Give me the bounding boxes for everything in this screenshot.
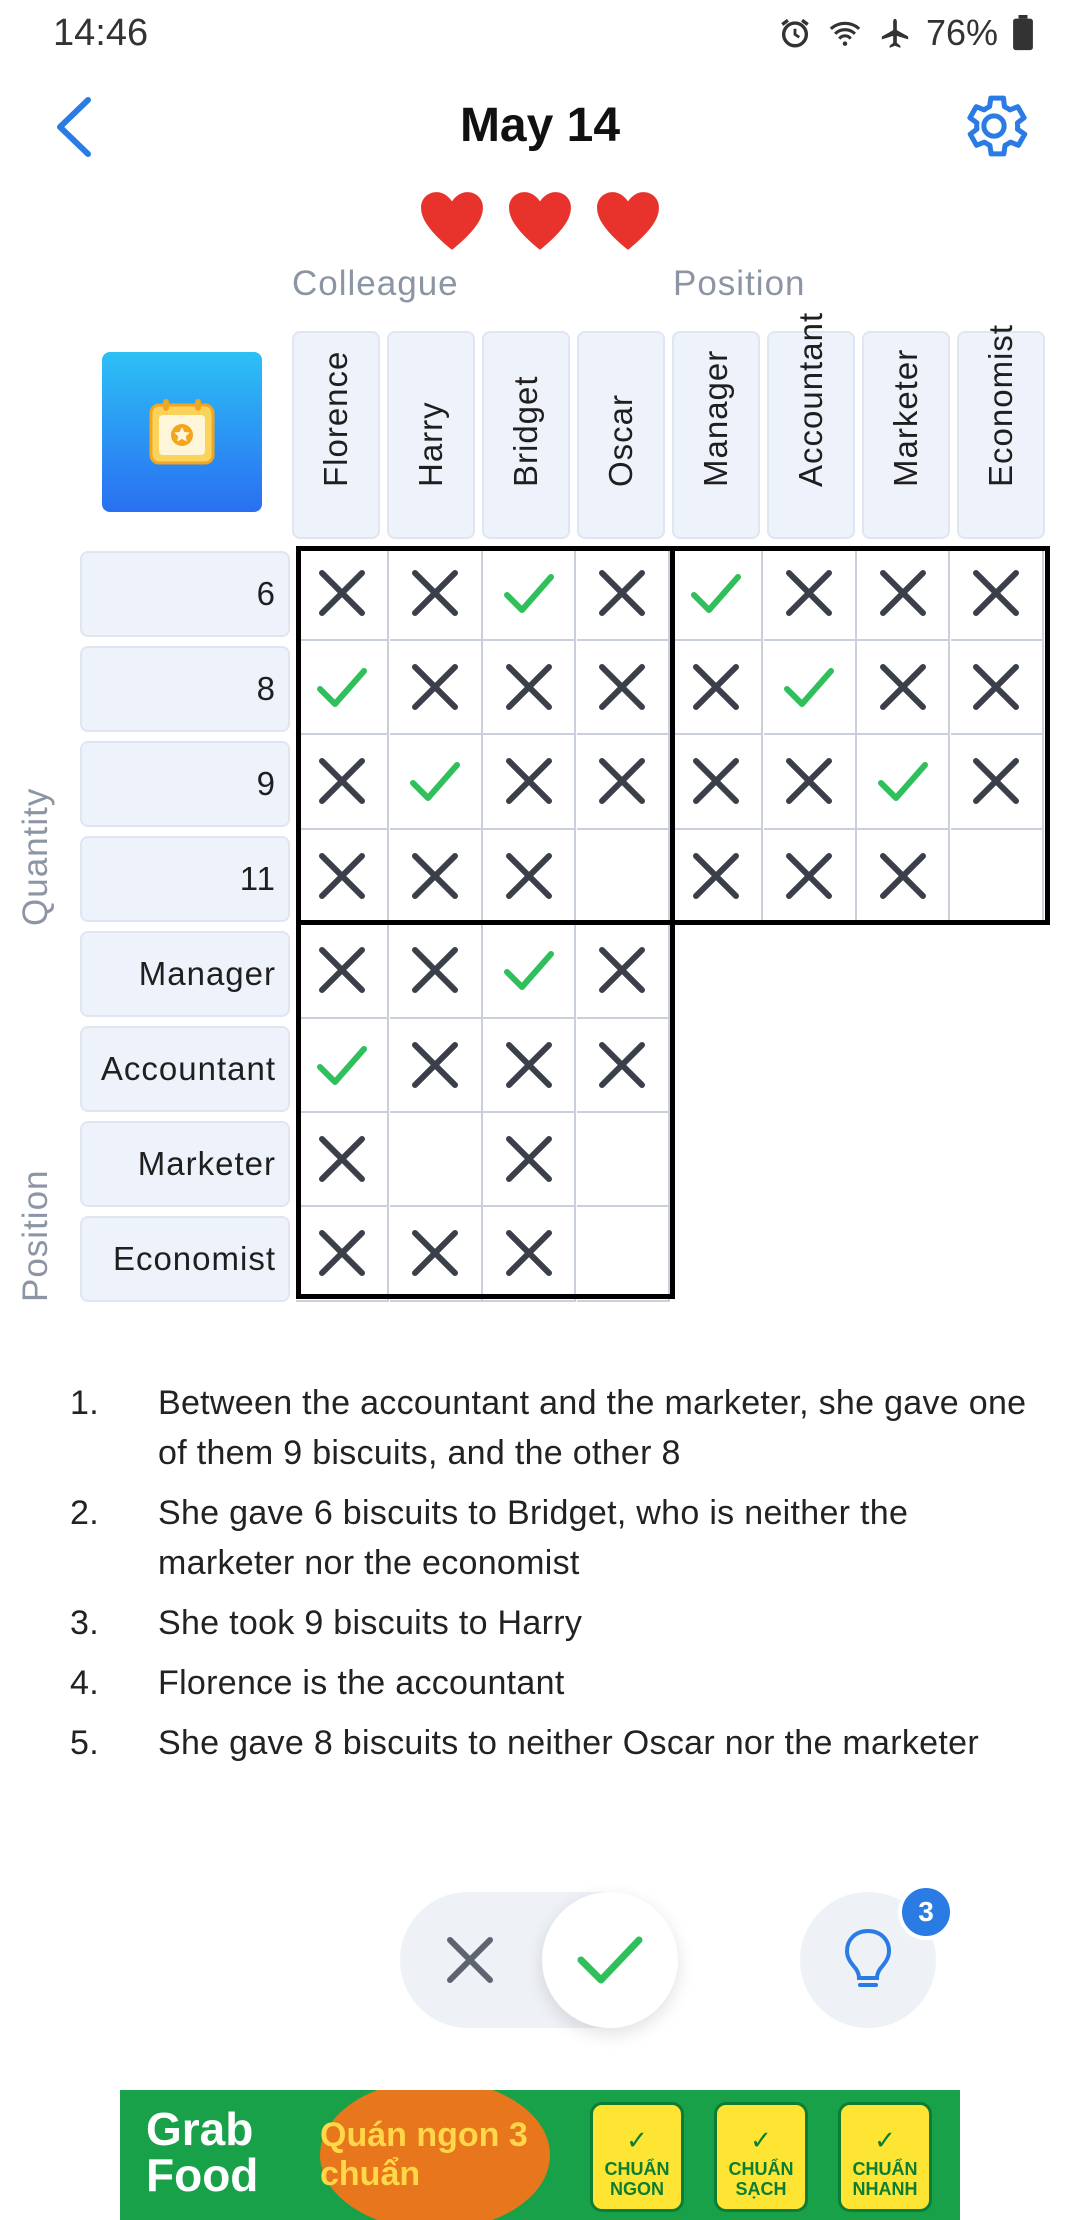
x-mark-icon [781, 753, 837, 809]
grid-cell[interactable] [577, 1112, 670, 1207]
grid-cell[interactable] [670, 829, 763, 924]
grid-cell[interactable] [296, 640, 389, 735]
grid-cell[interactable] [483, 640, 576, 735]
x-mark-icon [781, 848, 837, 904]
column-header-manager: Manager [672, 331, 760, 539]
lives-hearts [0, 190, 1080, 252]
grid-cell[interactable] [670, 735, 763, 830]
x-mark-icon [314, 1225, 370, 1281]
check-icon: ✓ [874, 2125, 896, 2155]
heart-icon [595, 190, 661, 252]
x-mark-icon [314, 753, 370, 809]
clue-item: 4. Florence is the accountant [70, 1664, 565, 1702]
x-mark-icon [875, 565, 931, 621]
x-mark-icon [501, 753, 557, 809]
x-mark-icon [968, 565, 1024, 621]
x-mark-icon [594, 659, 650, 715]
puzzle-calendar-tile [102, 352, 262, 512]
clue-item: 5. She gave 8 biscuits to neither Oscar nor the marketer [70, 1724, 979, 1762]
grid-cell[interactable] [764, 546, 857, 641]
grid-cell[interactable] [296, 735, 389, 830]
grid-cell[interactable] [483, 1112, 576, 1207]
grid-cell[interactable] [577, 924, 670, 1019]
grid-cell[interactable] [390, 546, 483, 641]
check-icon: ✓ [626, 2125, 648, 2155]
wifi-icon [826, 16, 864, 50]
grid-cell[interactable] [296, 1018, 389, 1113]
column-header-accountant: Accountant [767, 331, 855, 539]
row-header-6: 6 [80, 551, 290, 637]
column-header-marketer: Marketer [862, 331, 950, 539]
grid-cell[interactable] [296, 1112, 389, 1207]
grid-cell[interactable] [296, 829, 389, 924]
x-mark-icon [594, 1037, 650, 1093]
clue-item: 1. Between the accountant and the marketer, she gave one of them 9 biscuits, and the other 8 [70, 1384, 1027, 1472]
x-mark-icon [314, 848, 370, 904]
grid-cell[interactable] [483, 1207, 576, 1302]
column-header-florence: Florence [292, 331, 380, 539]
x-mark-icon [314, 942, 370, 998]
settings-button[interactable] [956, 88, 1032, 164]
grid-cell[interactable] [764, 829, 857, 924]
ad-center-logo: Quán ngon 3 chuẩn [320, 2090, 550, 2220]
check-mark-icon [314, 1037, 370, 1093]
x-mark-icon [407, 1225, 463, 1281]
grid-cell[interactable] [390, 1112, 483, 1207]
x-mark-icon [501, 1225, 557, 1281]
row-header-marketer: Marketer [80, 1121, 290, 1207]
grid-cell[interactable] [483, 829, 576, 924]
x-mark-icon [501, 1131, 557, 1187]
gear-icon [956, 88, 1032, 164]
group-header-colleague: Colleague [292, 264, 459, 303]
grid-cell[interactable] [577, 546, 670, 641]
x-mark-icon [968, 659, 1024, 715]
lightbulb-icon [840, 1927, 896, 1993]
column-header-bridget: Bridget [482, 331, 570, 539]
row-header-accountant: Accountant [80, 1026, 290, 1112]
calendar-star-icon [147, 397, 217, 467]
row-header-9: 9 [80, 741, 290, 827]
grid-cell[interactable] [764, 640, 857, 735]
clue-item: 3. She took 9 biscuits to Harry [70, 1604, 583, 1642]
checkmark-icon [575, 1932, 645, 1988]
check-mark-icon [501, 942, 557, 998]
ad-badge: ✓ CHUẨN NGON [590, 2102, 684, 2212]
x-mark-icon [501, 848, 557, 904]
grid-cell[interactable] [483, 735, 576, 830]
check-mark-icon [781, 659, 837, 715]
grid-cell[interactable] [390, 924, 483, 1019]
column-header-economist: Economist [957, 331, 1045, 539]
grid-cell[interactable] [577, 735, 670, 830]
grid-cell[interactable] [483, 1018, 576, 1113]
grid-cell[interactable] [483, 546, 576, 641]
x-mark-icon [314, 1131, 370, 1187]
grid-cell[interactable] [577, 1207, 670, 1302]
heart-icon [419, 190, 485, 252]
grid-cell[interactable] [857, 640, 950, 735]
side-label-quantity: Quantity [16, 787, 55, 926]
x-mark-icon [688, 753, 744, 809]
side-label-position: Position [16, 1169, 55, 1302]
row-header-economist: Economist [80, 1216, 290, 1302]
grid-cell[interactable] [390, 640, 483, 735]
clue-list [70, 1378, 1030, 1778]
x-mark-icon [781, 565, 837, 621]
x-mark-icon [688, 659, 744, 715]
x-mark-icon [875, 848, 931, 904]
ad-banner[interactable] [120, 2090, 960, 2220]
x-mark-icon [594, 942, 650, 998]
x-mark-icon [594, 565, 650, 621]
x-mark-icon [314, 565, 370, 621]
grid-cell[interactable] [857, 735, 950, 830]
row-header-11: 11 [80, 836, 290, 922]
group-header-position: Position [673, 264, 806, 303]
status-time: 14:46 [53, 12, 149, 54]
grid-cell[interactable] [670, 640, 763, 735]
grid-cell[interactable] [764, 735, 857, 830]
grid-cell[interactable] [390, 829, 483, 924]
x-icon [444, 1934, 496, 1986]
page-title: May 14 [459, 99, 621, 152]
check-mark-icon [314, 659, 370, 715]
x-mark-icon [407, 1037, 463, 1093]
mark-x-mode-button[interactable] [420, 1918, 520, 2002]
x-mark-icon [968, 753, 1024, 809]
row-header-manager: Manager [80, 931, 290, 1017]
battery-icon [1012, 15, 1034, 51]
check-icon: ✓ [750, 2125, 772, 2155]
grid-cell[interactable] [951, 735, 1044, 830]
grid-cell[interactable] [857, 829, 950, 924]
status-icons [778, 12, 1034, 54]
grid-cell[interactable] [857, 546, 950, 641]
x-mark-icon [501, 1037, 557, 1093]
ad-badge: ✓ CHUẨN NHANH [838, 2102, 932, 2212]
grid-cell[interactable] [577, 829, 670, 924]
grid-cell[interactable] [951, 546, 1044, 641]
row-header-8: 8 [80, 646, 290, 732]
mark-check-mode-button[interactable] [542, 1892, 678, 2028]
x-mark-icon [407, 659, 463, 715]
column-header-oscar: Oscar [577, 331, 665, 539]
x-mark-icon [407, 942, 463, 998]
x-mark-icon [407, 848, 463, 904]
grid-cell[interactable] [577, 640, 670, 735]
grid-cell[interactable] [951, 640, 1044, 735]
x-mark-icon [501, 659, 557, 715]
x-mark-icon [688, 848, 744, 904]
check-mark-icon [501, 565, 557, 621]
grid-cell[interactable] [296, 546, 389, 641]
alarm-icon [778, 16, 812, 50]
check-mark-icon [407, 753, 463, 809]
grid-cell[interactable] [951, 829, 1044, 924]
x-mark-icon [594, 753, 650, 809]
grid-cell[interactable] [483, 924, 576, 1019]
grid-cell[interactable] [296, 1207, 389, 1302]
check-mark-icon [688, 565, 744, 621]
grid-cell[interactable] [670, 546, 763, 641]
battery-percent: 76% [925, 12, 998, 53]
airplane-icon [878, 16, 912, 50]
grid-cell[interactable] [296, 924, 389, 1019]
x-mark-icon [407, 565, 463, 621]
heart-icon [507, 190, 573, 252]
grid-cell[interactable] [390, 735, 483, 830]
column-header-harry: Harry [387, 331, 475, 539]
clue-item: 2. She gave 6 biscuits to Bridget, who is neither the marketer nor the economist [70, 1494, 909, 1582]
grid-cell[interactable] [577, 1018, 670, 1113]
x-mark-icon [875, 659, 931, 715]
hint-count-badge: 3 [898, 1884, 954, 1940]
check-mark-icon [875, 753, 931, 809]
grid-cell[interactable] [390, 1018, 483, 1113]
ad-badge: ✓ CHUẨN SẠCH [714, 2102, 808, 2212]
ad-brand-logo: Grab Food [146, 2103, 259, 2201]
grid-cell[interactable] [390, 1207, 483, 1302]
